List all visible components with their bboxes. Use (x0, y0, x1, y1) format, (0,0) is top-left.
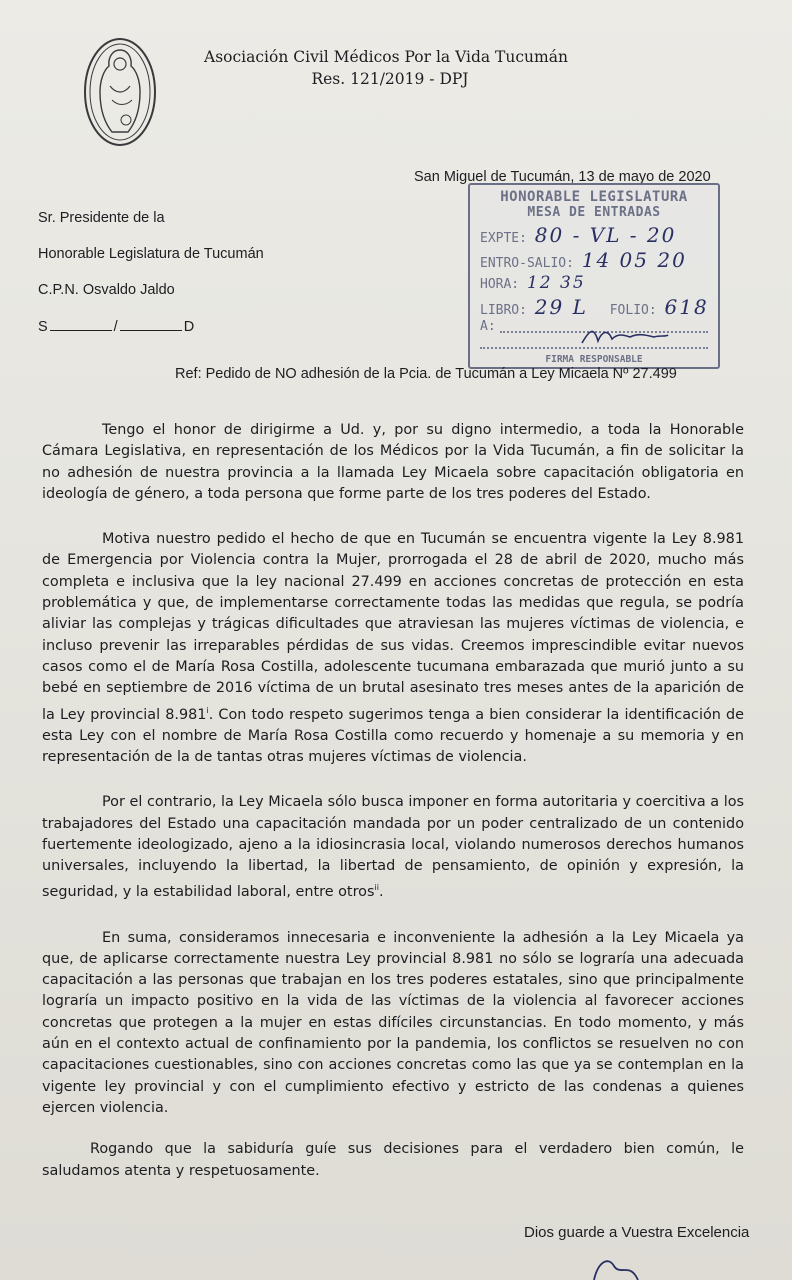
stamp-expte-row (480, 223, 676, 247)
stamp-libro-label: LIBRO: (480, 303, 527, 318)
sd-blank-2 (120, 318, 182, 331)
addressee-line-1: Sr. Presidente de la (38, 210, 165, 226)
reception-stamp (468, 183, 720, 369)
salutation: Dios guarde a Vuestra Excelencia (524, 1224, 750, 1241)
stamp-libro-row (480, 295, 709, 319)
stamp-entro-label: ENTRO-SALIO: (480, 256, 574, 271)
stamp-a-label: A: (480, 319, 496, 334)
paragraph-1: Tengo el honor de dirigirme a Ud. y, por su digno intermedio, a toda la Honorable Cámara Legislativa, en representación de los Médicos por la Vida Tucumán, a fin de solicitar la no adhesión de nuestra provincia a la llamada Ley Micaela sobre capacitación obligatoria en ideología de género, a toda persona que forme parte de los tres poderes del Estado. (42, 422, 744, 502)
sd-slash: / (113, 319, 118, 335)
paragraph-3-text-a: Por el contrario, la Ley Micaela sólo busca imponer en forma autoritaria y coercitiva a los trabajadores del Estado una capacitación mandada por un poder centralizado de un contenido fuertemente ideologizado, ajeno a la idiosincrasia local, violando numerosos derechos humanos universales, incluyendo la libertad, la libertad de pensamiento, de opinión y expresión, la seguridad, y la estabilidad laboral, entre otros (42, 794, 744, 901)
stamp-libro-value: 29 L (534, 295, 588, 319)
addressee-block (38, 210, 264, 354)
sd-blank-1 (50, 318, 112, 331)
footnote-ref-2: ii (374, 883, 379, 893)
resolution-number: Res. 121/2019 - DPJ (311, 70, 469, 88)
stamp-entro-row (480, 248, 687, 272)
sd-line (38, 318, 264, 354)
stamp-expte-value: 80 - VL - 20 (534, 223, 677, 247)
sd-s: S (38, 319, 48, 335)
addressee-line-3: C.P.N. Osvaldo Jaldo (38, 282, 175, 298)
stamp-a-row (480, 319, 496, 334)
reference-line: Ref: Pedido de NO adhesión de la Pcia. de Tucumán a Ley Micaela Nº 27.499 (175, 366, 677, 382)
stamp-entro-value: 14 05 20 (581, 248, 687, 272)
letter-body (42, 420, 744, 1206)
stamp-signature-mark (580, 325, 670, 347)
organization-name: Asociación Civil Médicos Por la Vida Tucumán (204, 48, 568, 66)
stamp-expte-label: EXPTE: (480, 231, 527, 246)
paragraph-3-text-b: . (378, 884, 384, 901)
stamp-firma-label: FIRMA RESPONSABLE (545, 354, 643, 365)
letterhead (196, 46, 576, 90)
stamp-folio-label: FOLIO: (609, 303, 657, 318)
stamp-title: HONORABLE LEGISLATURA (500, 189, 688, 205)
paragraph-3 (42, 792, 744, 903)
stamp-folio-value: 618 (664, 295, 709, 319)
association-emblem-icon (82, 36, 158, 148)
date-line: San Miguel de Tucumán, 13 de mayo de 2020 (414, 169, 711, 185)
stamp-signature-line (480, 347, 708, 349)
signature-start-mark (590, 1252, 650, 1280)
stamp-hora-value: 12 35 (526, 273, 586, 293)
paragraph-2-text-b: . Con todo respeto sugerimos tenga a bien considerar la identificación de esta Ley con el nombre de María Rosa Costilla como recuerdo y homenaje a su memoria y en representación de la de tantas otras mujeres víctimas de violencia. (42, 706, 744, 765)
footnote-ref-1: i (206, 705, 209, 715)
sd-d: D (183, 319, 195, 335)
closing-paragraph: Rogando que la sabiduría guíe sus decisiones para el verdadero bien común, le saludamos atenta y respetuosamente. (42, 1141, 744, 1179)
paragraph-4: En suma, consideramos innecesaria e inconveniente la adhesión a la Ley Micaela ya que, de aplicarse correctamente nuestra Ley provincial 8.981 no sólo se lograría una adecuada capacitación a las personas que trabajan en los tres poderes estatales, sino que principalmente lograría un impacto positivo en la vida de las víctimas de la violencia al favorecer acciones concretas que protegen a la mujer en estas difíciles circunstancias. En todo momento, y más aún en el contexto actual de confinamiento por la pandemia, los conflictos se resuelven no con capacitaciones cuestionables, sino con acciones concretas como las que ya se contemplan en la vigente ley provincial y con el cumplimiento efectivo y estricto de las condenas a quienes ejercen violencia. (42, 929, 744, 1116)
paragraph-2 (42, 529, 744, 768)
addressee-line-2: Honorable Legislatura de Tucumán (38, 246, 264, 262)
stamp-hora-row (480, 273, 586, 293)
stamp-subtitle: MESA DE ENTRADAS (527, 205, 661, 220)
paragraph-2-text-a: Motiva nuestro pedido el hecho de que en Tucumán se encuentra vigente la Ley 8.981 de Emergencia por Violencia contra la Mujer, prorrogada el 28 de abril de 2020, mucho más completa e inclusiva que la ley nacional 27.499 en acciones concretas de protección en esta problemática y que, de implementarse correctamente todas las medidas que regula, se podría aliviar las complejas y trágicas dificultades que atraviesan las mujeres víctimas de violencia, e incluso prevenir las irreparables pérdidas de sus vidas. Creemos imprescindible evitar nuevos casos como el de María Rosa Costilla, adolescente tucumana embarazada que murió junto a su bebé en septiembre de 2016 víctima de un brutal asesinato tres meses antes de la aparición de la Ley provincial 8.981 (42, 531, 744, 723)
stamp-hora-label: HORA: (480, 277, 520, 292)
